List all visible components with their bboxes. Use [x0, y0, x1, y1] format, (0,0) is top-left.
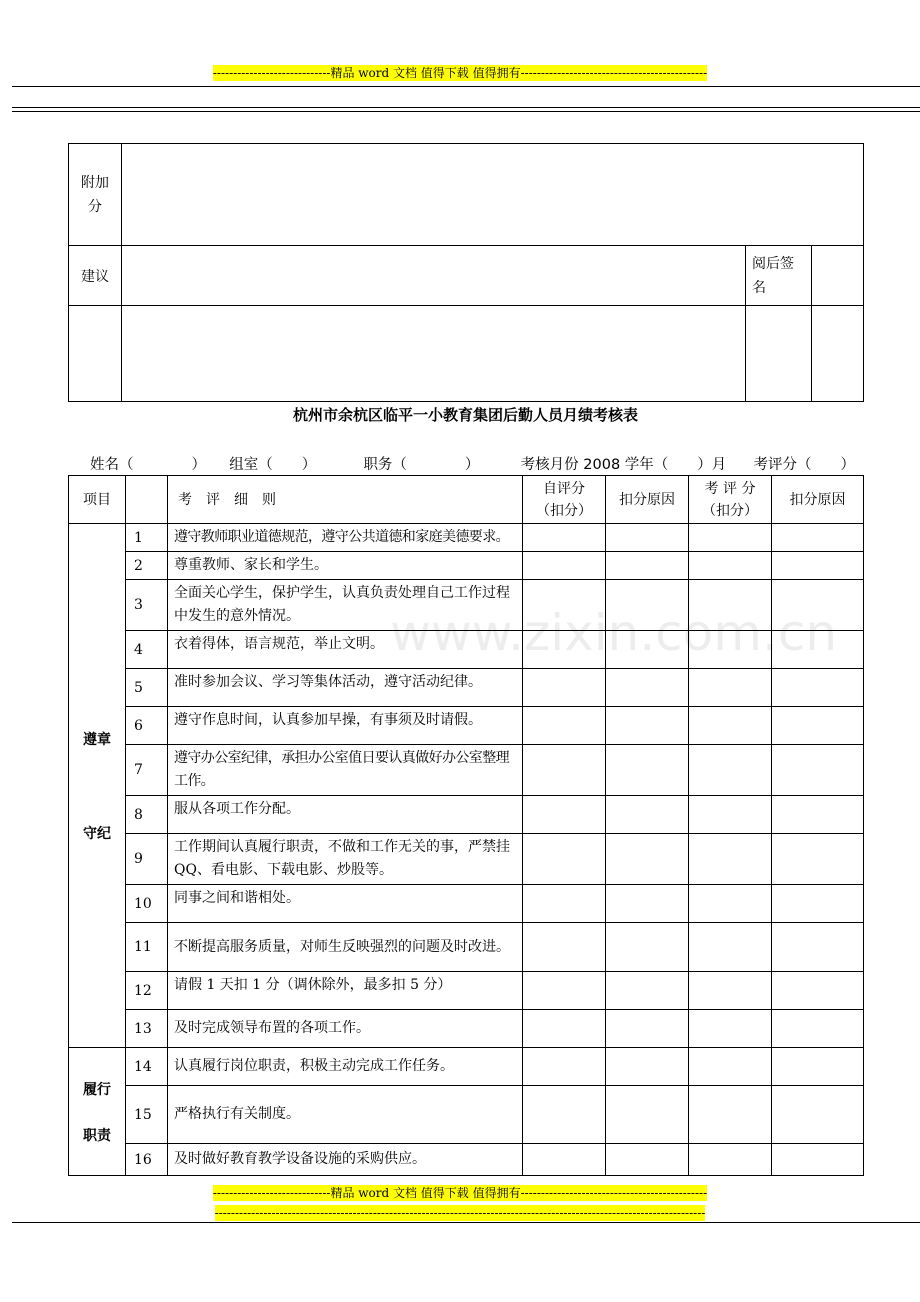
deduct-reason-cell[interactable]	[606, 707, 689, 745]
eval-reason-cell[interactable]	[772, 745, 864, 796]
eval-score-cell[interactable]	[689, 1086, 772, 1144]
row-rule: 遵守办公室纪律，承担办公室值日要认真做好办公室整理工作。	[168, 745, 523, 796]
eval-score-cell[interactable]	[689, 552, 772, 580]
eval-reason-cell[interactable]	[772, 796, 864, 834]
position-field[interactable]: 职务（ ）	[363, 457, 480, 473]
row-num: 6	[126, 707, 168, 745]
header-eval-score: 考 评 分（扣分）	[689, 476, 772, 524]
row-rule: 遵守作息时间，认真参加早操，有事须及时请假。	[168, 707, 523, 745]
eval-score-cell[interactable]	[689, 1144, 772, 1176]
row-num: 15	[126, 1086, 168, 1144]
header-deduct-reason-1: 扣分原因	[606, 476, 689, 524]
row-num: 4	[126, 631, 168, 669]
row-num: 10	[126, 885, 168, 923]
bonus-label: 附加分	[69, 144, 122, 246]
eval-score-cell[interactable]	[689, 707, 772, 745]
row-num: 14	[126, 1048, 168, 1086]
month-field[interactable]: 考核月份 2008 学年（ ）月	[520, 457, 727, 473]
table-row	[69, 1144, 864, 1176]
table-row	[69, 796, 864, 834]
row-rule: 衣着得体，语言规范，举止文明。	[168, 631, 523, 669]
deduct-reason-cell[interactable]	[606, 923, 689, 972]
row-rule: 严格执行有关制度。	[168, 1086, 523, 1144]
info-line	[90, 453, 855, 474]
suggestion-label: 建议	[69, 246, 122, 306]
remarks-table	[68, 143, 864, 402]
self-score-cell[interactable]	[523, 972, 606, 1010]
row-rule: 服从各项工作分配。	[168, 796, 523, 834]
table-row	[69, 885, 864, 923]
category-duty-line-1: 履行	[83, 1081, 111, 1098]
self-score-cell[interactable]	[523, 1144, 606, 1176]
bonus-cell[interactable]	[122, 144, 864, 246]
footer-rule	[12, 1222, 920, 1223]
eval-score-cell[interactable]	[689, 669, 772, 707]
eval-score-cell[interactable]	[689, 972, 772, 1010]
eval-reason-cell[interactable]	[772, 885, 864, 923]
header-row	[69, 476, 864, 524]
self-score-cell[interactable]	[523, 707, 606, 745]
deduct-reason-cell[interactable]	[606, 885, 689, 923]
row-num: 5	[126, 669, 168, 707]
header-item: 项目	[69, 476, 126, 524]
bottom-banner-2	[0, 1206, 920, 1221]
eval-reason-cell[interactable]	[772, 1144, 864, 1176]
header-num	[126, 476, 168, 524]
category-discipline-line-2: 守纪	[83, 825, 111, 842]
self-score-cell[interactable]	[523, 923, 606, 972]
row-rule: 同事之间和谐相处。	[168, 885, 523, 923]
top-banner	[0, 66, 920, 81]
self-score-cell[interactable]	[523, 1010, 606, 1048]
header-deduct-reason-2: 扣分原因	[772, 476, 864, 524]
eval-score-cell[interactable]	[689, 923, 772, 972]
table-row	[69, 552, 864, 580]
category-duty-line-2: 职责	[83, 1127, 111, 1144]
self-score-cell[interactable]	[523, 669, 606, 707]
self-score-cell[interactable]	[523, 796, 606, 834]
deduct-reason-cell[interactable]	[606, 552, 689, 580]
table-row	[69, 1010, 864, 1048]
eval-reason-cell[interactable]	[772, 669, 864, 707]
row-rule: 及时完成领导布置的各项工作。	[168, 1010, 523, 1048]
eval-reason-cell[interactable]	[772, 524, 864, 552]
row-num: 12	[126, 972, 168, 1010]
table-row	[69, 923, 864, 972]
self-score-cell[interactable]	[523, 885, 606, 923]
row-num: 3	[126, 580, 168, 631]
eval-score-cell[interactable]	[689, 834, 772, 885]
row-num: 13	[126, 1010, 168, 1048]
eval-score-cell[interactable]	[689, 1048, 772, 1086]
blank-cell-2[interactable]	[122, 306, 746, 402]
row-rule: 准时参加会议、学习等集体活动，遵守活动纪律。	[168, 669, 523, 707]
category-discipline-line-1: 遵章	[83, 731, 111, 748]
row-rule: 及时做好教育教学设备设施的采购供应。	[168, 1144, 523, 1176]
eval-score-cell[interactable]	[689, 885, 772, 923]
read-sign-cell[interactable]	[812, 246, 864, 306]
self-score-cell[interactable]	[523, 524, 606, 552]
eval-reason-cell[interactable]	[772, 1048, 864, 1086]
category-duty	[69, 1048, 126, 1176]
self-score-cell[interactable]	[523, 552, 606, 580]
score-field[interactable]: 考评分（ ）	[753, 457, 855, 473]
table-row	[69, 972, 864, 1010]
group-field[interactable]: 组室（ ）	[229, 457, 317, 473]
eval-score-cell[interactable]	[689, 1010, 772, 1048]
bottom-banner-1	[0, 1186, 920, 1201]
row-rule: 请假 1 天扣 1 分（调休除外，最多扣 5 分）	[168, 972, 523, 1010]
header-self-score: 自评分（扣分）	[523, 476, 606, 524]
eval-reason-cell[interactable]	[772, 834, 864, 885]
name-field[interactable]: 姓名（ ）	[90, 457, 206, 473]
row-num: 2	[126, 552, 168, 580]
row-rule: 认真履行岗位职责，积极主动完成工作任务。	[168, 1048, 523, 1086]
table-row	[69, 834, 864, 885]
row-rule: 全面关心学生，保护学生，认真负责处理自己工作过程中发生的意外情况。	[168, 580, 523, 631]
eval-score-cell[interactable]	[689, 524, 772, 552]
row-num: 8	[126, 796, 168, 834]
row-num: 7	[126, 745, 168, 796]
deduct-reason-cell[interactable]	[606, 745, 689, 796]
self-score-cell[interactable]	[523, 834, 606, 885]
watermark: www.zixin.com.cn	[390, 604, 838, 662]
row-rule: 工作期间认真履行职责，不做和工作无关的事，严禁挂 QQ、看电影、下载电影、炒股等。	[168, 834, 523, 885]
blank-cell-3	[746, 306, 812, 402]
self-score-cell[interactable]	[523, 745, 606, 796]
eval-reason-cell[interactable]	[772, 923, 864, 972]
header-rule-1	[12, 86, 920, 87]
bottom-banner-2-text: -------------------------------------------------------------------------------------------------------------------------	[214, 1206, 706, 1220]
row-num: 9	[126, 834, 168, 885]
eval-score-cell[interactable]	[689, 745, 772, 796]
top-banner-text: -----------------------------精品 word 文档 值得下载 值得拥有----------------------------------------------	[212, 66, 708, 80]
table-row	[69, 707, 864, 745]
form-title: 杭州市余杭区临平一小教育集团后勤人员月绩考核表	[292, 406, 638, 424]
eval-score-cell[interactable]	[689, 796, 772, 834]
table-row	[69, 1048, 864, 1086]
eval-reason-cell[interactable]	[772, 972, 864, 1010]
header-rules: 考 评 细 则	[168, 476, 523, 524]
row-num: 11	[126, 923, 168, 972]
eval-reason-cell[interactable]	[772, 1010, 864, 1048]
deduct-reason-cell[interactable]	[606, 1086, 689, 1144]
self-score-cell[interactable]	[523, 1048, 606, 1086]
deduct-reason-cell[interactable]	[606, 1144, 689, 1176]
table-row	[69, 1086, 864, 1144]
header-rule-3	[12, 111, 920, 112]
eval-reason-cell[interactable]	[772, 1086, 864, 1144]
table-row	[69, 524, 864, 552]
suggestion-cell[interactable]	[122, 246, 746, 306]
row-rule: 尊重教师、家长和学生。	[168, 552, 523, 580]
row-rule: 遵守教师职业道德规范，遵守公共道德和家庭美德要求。	[168, 524, 523, 552]
deduct-reason-cell[interactable]	[606, 524, 689, 552]
eval-reason-cell[interactable]	[772, 707, 864, 745]
deduct-reason-cell[interactable]	[606, 669, 689, 707]
deduct-reason-cell[interactable]	[606, 1010, 689, 1048]
deduct-reason-cell[interactable]	[606, 972, 689, 1010]
table-row	[69, 745, 864, 796]
read-sign-label: 阅后签名	[746, 246, 812, 306]
row-rule: 不断提高服务质量，对师生反映强烈的问题及时改进。	[168, 923, 523, 972]
row-num: 1	[126, 524, 168, 552]
blank-cell-1	[69, 306, 122, 402]
category-discipline	[69, 524, 126, 1048]
row-num: 16	[126, 1144, 168, 1176]
header-rule-2	[12, 107, 920, 108]
bottom-banner-1-text: -----------------------------精品 word 文档 值得下载 值得拥有----------------------------------------------	[212, 1186, 708, 1200]
deduct-reason-cell[interactable]	[606, 834, 689, 885]
assessment-table	[68, 475, 864, 1176]
table-row	[69, 669, 864, 707]
deduct-reason-cell[interactable]	[606, 1048, 689, 1086]
deduct-reason-cell[interactable]	[606, 796, 689, 834]
blank-cell-4[interactable]	[812, 306, 864, 402]
eval-reason-cell[interactable]	[772, 552, 864, 580]
self-score-cell[interactable]	[523, 1086, 606, 1144]
